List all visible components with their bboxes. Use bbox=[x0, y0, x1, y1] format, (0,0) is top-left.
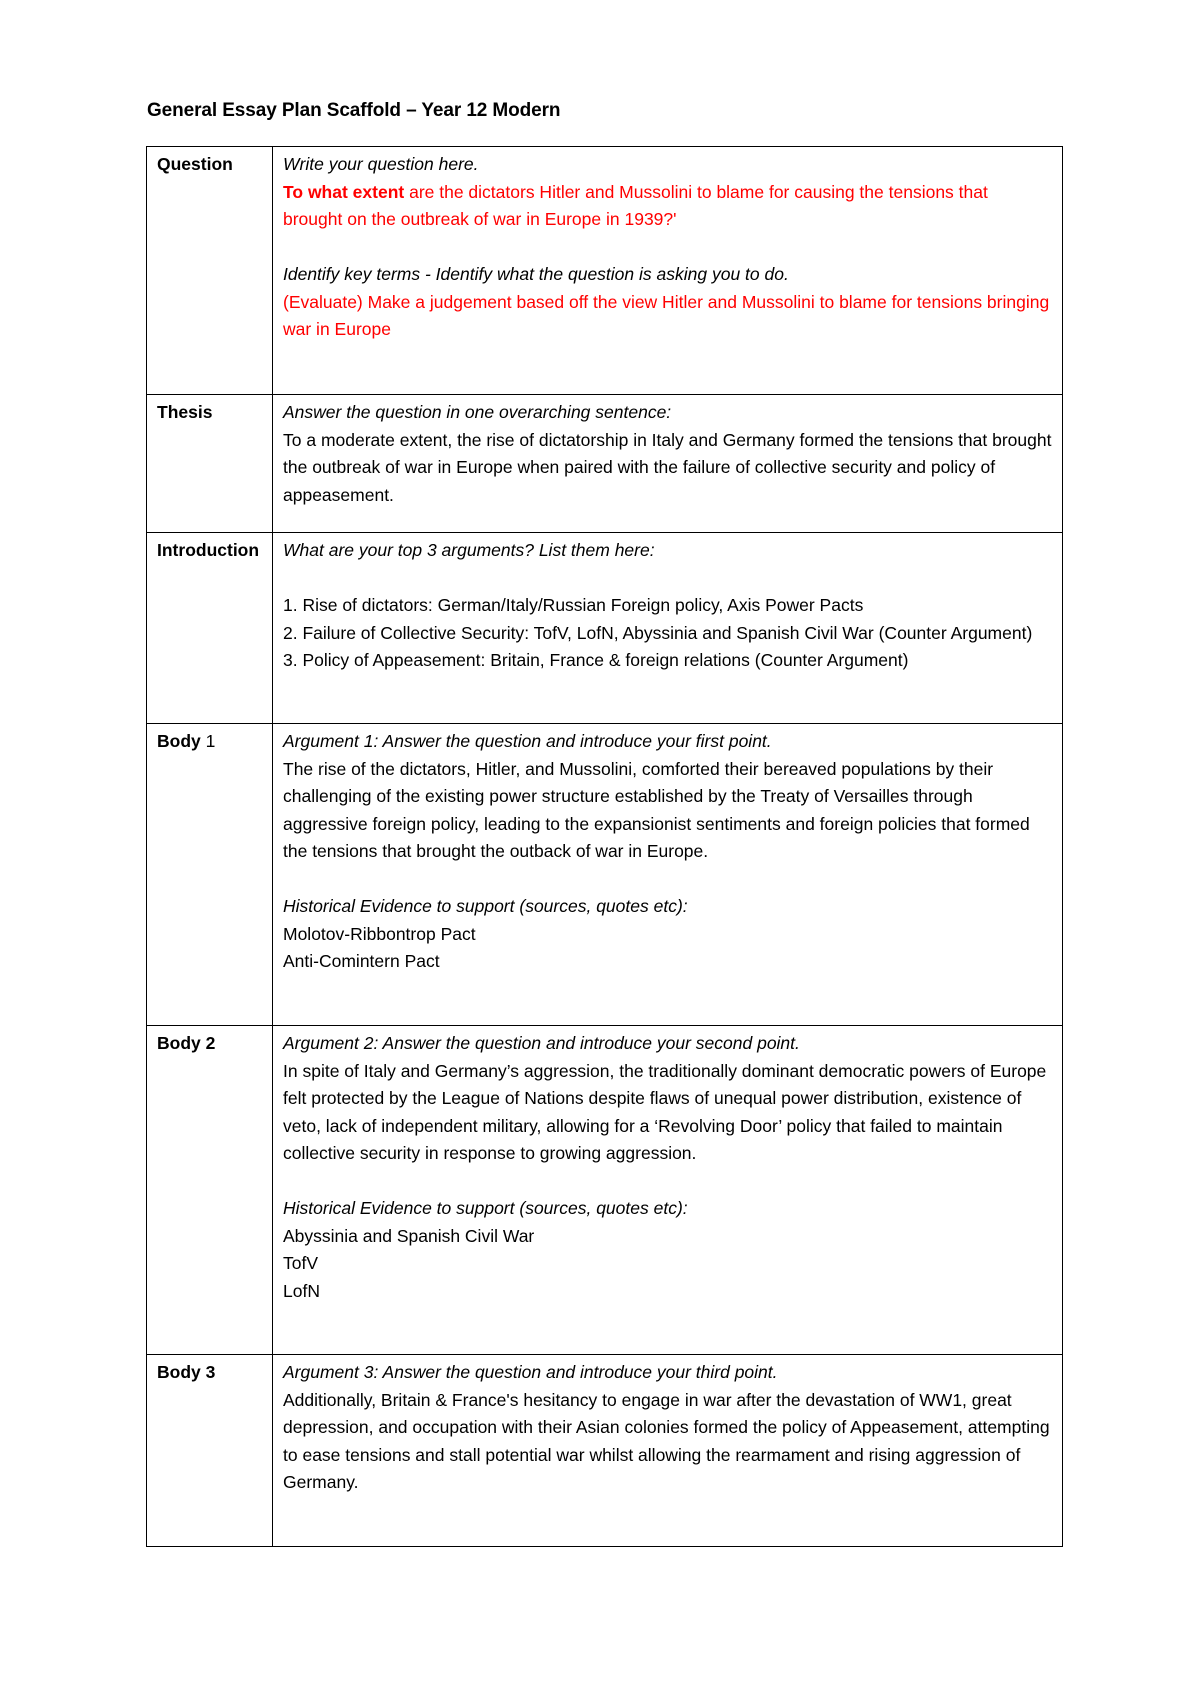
evidence-item: Anti-Comintern Pact bbox=[283, 951, 440, 971]
body-3-prompt: Argument 3: Answer the question and introduce your third point. bbox=[283, 1362, 778, 1382]
table-row-body-1 bbox=[147, 724, 1063, 1026]
body-2-answer: In spite of Italy and Germany’s aggression, the traditionally dominant democratic powers of Europe felt protected by the League of Nations despite flaws of unequal power distribution, existence of veto, lack of independent military, allowing for a ‘Revolving Door’ policy that failed to maintain collective security in response to growing aggression. bbox=[283, 1060, 1047, 1163]
table-row-question bbox=[147, 147, 1063, 395]
body-2-prompt: Argument 2: Answer the question and introduce your second point. bbox=[283, 1033, 800, 1053]
thesis-prompt: Answer the question in one overarching sentence: bbox=[283, 402, 672, 422]
document-title: General Essay Plan Scaffold – Year 12 Modern bbox=[147, 100, 561, 121]
evidence-item: TofV bbox=[283, 1253, 319, 1273]
body-3-cell bbox=[273, 1355, 1063, 1547]
thesis-answer: To a moderate extent, the rise of dictatorship in Italy and Germany formed the tensions that brought the outbreak of war in Europe when paired with the failure of collective security and policy of appeasement. bbox=[283, 429, 1052, 505]
question-prompt: Write your question here. bbox=[283, 154, 479, 174]
row-label-thesis: Thesis bbox=[147, 395, 273, 533]
row-label-introduction: Introduction bbox=[147, 533, 273, 724]
body-2-evidence-prompt: Historical Evidence to support (sources, quotes etc): bbox=[283, 1198, 688, 1218]
body-1-evidence-prompt: Historical Evidence to support (sources, quotes etc): bbox=[283, 896, 688, 916]
body-1-cell bbox=[273, 724, 1063, 1026]
question-text-rest: are the dictators Hitler and Mussolini to blame for causing the tensions that brought on the outbreak of war in Europe in 1939?' bbox=[283, 181, 988, 229]
evidence-item: LofN bbox=[283, 1280, 320, 1301]
body-1-answer: The rise of the dictators, Hitler, and Mussolini, comforted their bereaved populations by their challenging of the existing power structure established by the Treaty of Versailles through aggressive foreign policy, leading to the expansionist sentiments and foreign policies that formed the tensions that brought the outback of war in Europe. bbox=[283, 758, 1030, 861]
row-label-body-1 bbox=[147, 724, 273, 1026]
argument-item: 1. Rise of dictators: German/Italy/Russian Foreign policy, Axis Power Pacts bbox=[283, 595, 864, 615]
table-row-introduction bbox=[147, 533, 1063, 724]
table-row-body-2 bbox=[147, 1026, 1063, 1355]
row-label-body-2: Body 2 bbox=[147, 1026, 273, 1355]
thesis-cell bbox=[273, 395, 1063, 533]
row-label-body-1-word: Body bbox=[157, 731, 201, 751]
question-cell bbox=[273, 147, 1063, 395]
argument-item: 3. Policy of Appeasement: Britain, France & foreign relations (Counter Argument) bbox=[283, 650, 909, 670]
body-3-answer: Additionally, Britain & France's hesitancy to engage in war after the devastation of WW1, great depression, and occupation with their Asian colonies formed the policy of Appeasement, attempting to ease tensions and stall potential war whilst allowing the rearmament and rising aggression of Germany. bbox=[283, 1389, 1050, 1492]
body-2-cell bbox=[273, 1026, 1063, 1355]
evidence-item: Molotov-Ribbontrop Pact bbox=[283, 923, 476, 944]
row-label-question: Question bbox=[147, 147, 273, 395]
row-label-body-1-number: 1 bbox=[200, 731, 216, 751]
key-terms-prompt: Identify key terms - Identify what the question is asking you to do. bbox=[283, 264, 789, 284]
argument-item: 2. Failure of Collective Security: TofV, LofN, Abyssinia and Spanish Civil War (Counter Argument) bbox=[283, 622, 1033, 643]
body-1-prompt: Argument 1: Answer the question and introduce your first point. bbox=[283, 731, 772, 751]
key-terms-answer: (Evaluate) Make a judgement based off the view Hitler and Mussolini to blame for tensions bringing war in Europe bbox=[283, 291, 1050, 339]
introduction-cell bbox=[273, 533, 1063, 724]
evidence-item: Abyssinia and Spanish Civil War bbox=[283, 1225, 535, 1246]
introduction-prompt: What are your top 3 arguments? List them here: bbox=[283, 540, 655, 560]
essay-plan-table bbox=[146, 146, 1063, 1547]
question-text-bold: To what extent bbox=[283, 181, 405, 202]
question-text bbox=[283, 179, 1052, 234]
row-label-body-3: Body 3 bbox=[147, 1355, 273, 1547]
table-row-body-3 bbox=[147, 1355, 1063, 1547]
table-row-thesis bbox=[147, 395, 1063, 533]
